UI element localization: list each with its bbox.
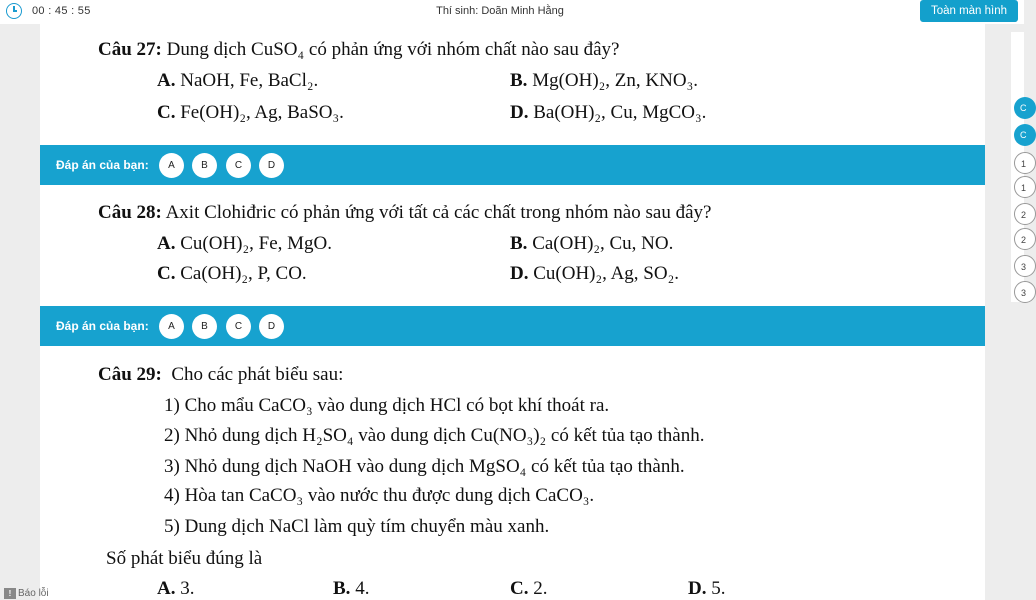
answer-option-b[interactable]: B — [192, 314, 217, 339]
answer-option-a[interactable]: A — [159, 314, 184, 339]
question-number: Câu 28: — [98, 202, 162, 223]
choice-key: D. — [510, 263, 529, 284]
choice-a — [157, 70, 318, 92]
question-number: Câu 29: — [98, 364, 162, 385]
choice-d — [510, 263, 679, 285]
nav-question-button[interactable]: 2 — [1014, 203, 1036, 225]
nav-question-button[interactable]: C — [1014, 97, 1036, 119]
warning-icon: ! — [4, 588, 16, 599]
choice-key: B. — [333, 578, 351, 599]
report-error-link[interactable] — [4, 588, 49, 599]
choice-key: D. — [510, 102, 529, 123]
top-bar — [0, 0, 1024, 24]
answer-option-d[interactable]: D — [259, 314, 284, 339]
nav-question-button[interactable]: C — [1014, 124, 1036, 146]
choice-key: B. — [510, 233, 528, 254]
answer-label: Đáp án của bạn: — [56, 319, 149, 333]
choice-text: 3. — [180, 578, 195, 599]
choice-text: Ca(OH)₂, Cu, NO. — [532, 233, 674, 254]
choice-text: 2. — [533, 578, 548, 599]
choice-a — [157, 233, 332, 255]
answer-option-b[interactable]: B — [192, 153, 217, 178]
choice-text: Ca(OH)₂, P, CO. — [180, 263, 307, 284]
choice-key: A. — [157, 70, 176, 91]
choice-c — [157, 263, 307, 285]
choice-b — [510, 233, 673, 255]
question-prompt: Số phát biểu đúng là — [106, 548, 263, 569]
answer-option-c[interactable]: C — [226, 314, 251, 339]
question-number: Câu 27: — [98, 39, 162, 60]
nav-question-button[interactable]: 1 — [1014, 176, 1036, 198]
fullscreen-button[interactable]: Toàn màn hình — [920, 0, 1018, 22]
choice-d — [510, 102, 706, 124]
choice-text: NaOH, Fe, BaCl₂. — [180, 70, 319, 91]
nav-question-button[interactable]: 1 — [1014, 152, 1036, 174]
answer-bar-28 — [40, 306, 985, 346]
answer-option-d[interactable]: D — [259, 153, 284, 178]
answer-option-a[interactable]: A — [159, 153, 184, 178]
statement-4: 4) Hòa tan CaCO₃ vào nước thu được dung dịch CaCO₃. — [164, 485, 595, 506]
statement-3: 3) Nhỏ dung dịch NaOH vào dung dịch MgSO₄ có kết tủa tạo thành. — [164, 456, 685, 477]
question-29 — [98, 364, 343, 386]
choice-b — [510, 70, 698, 92]
choice-text: Cu(OH)₂, Fe, MgO. — [180, 233, 332, 254]
question-text: Axit Clohiđric có phản ứng với tất cả các chất trong nhóm nào sau đây? — [165, 202, 712, 223]
nav-question-button[interactable]: 3 — [1014, 255, 1036, 277]
choice-text: Ba(OH)₂, Cu, MgCO₃. — [533, 102, 707, 123]
choice-key: D. — [688, 578, 707, 599]
question-28 — [98, 202, 711, 224]
question-text: Cho các phát biểu sau: — [171, 364, 344, 385]
choice-text: Cu(OH)₂, Ag, SO₂. — [533, 263, 679, 284]
answer-option-c[interactable]: C — [226, 153, 251, 178]
choice-key: A. — [157, 578, 176, 599]
choice-c — [157, 102, 344, 124]
question-27 — [98, 39, 619, 61]
nav-question-button[interactable]: 2 — [1014, 228, 1036, 250]
choice-key: B. — [510, 70, 528, 91]
choice-key: C. — [157, 263, 176, 284]
answer-label: Đáp án của bạn: — [56, 158, 149, 172]
choice-text: 4. — [355, 578, 370, 599]
choice-d — [688, 578, 725, 600]
choice-key: C. — [157, 102, 176, 123]
choice-key: C. — [510, 578, 529, 599]
choice-a — [157, 578, 194, 600]
nav-question-button[interactable]: 3 — [1014, 281, 1036, 303]
statement-5: 5) Dung dịch NaCl làm quỳ tím chuyển màu xanh. — [164, 516, 550, 537]
choice-text: 5. — [711, 578, 726, 599]
choice-c — [510, 578, 547, 600]
choice-key: A. — [157, 233, 176, 254]
choice-text: Fe(OH)₂, Ag, BaSO₃. — [180, 102, 344, 123]
countdown-timer: 00 : 45 : 55 — [32, 5, 91, 17]
choice-text: Mg(OH)₂, Zn, KNO₃. — [532, 70, 698, 91]
answer-bar-27 — [40, 145, 985, 185]
statement-2: 2) Nhỏ dung dịch H₂SO₄ vào dung dịch Cu(NO₃)₂ có kết tủa tạo thành. — [164, 425, 705, 446]
report-label: Báo lỗi — [18, 588, 49, 599]
choice-b — [333, 578, 369, 600]
statement-1: 1) Cho mẩu CaCO₃ vào dung dịch HCl có bọt khí thoát ra. — [164, 395, 610, 416]
student-name: Thí sinh: Doãn Minh Hằng — [436, 5, 564, 17]
question-text: Dung dịch CuSO₄ có phản ứng với nhóm chất nào sau đây? — [166, 39, 620, 60]
